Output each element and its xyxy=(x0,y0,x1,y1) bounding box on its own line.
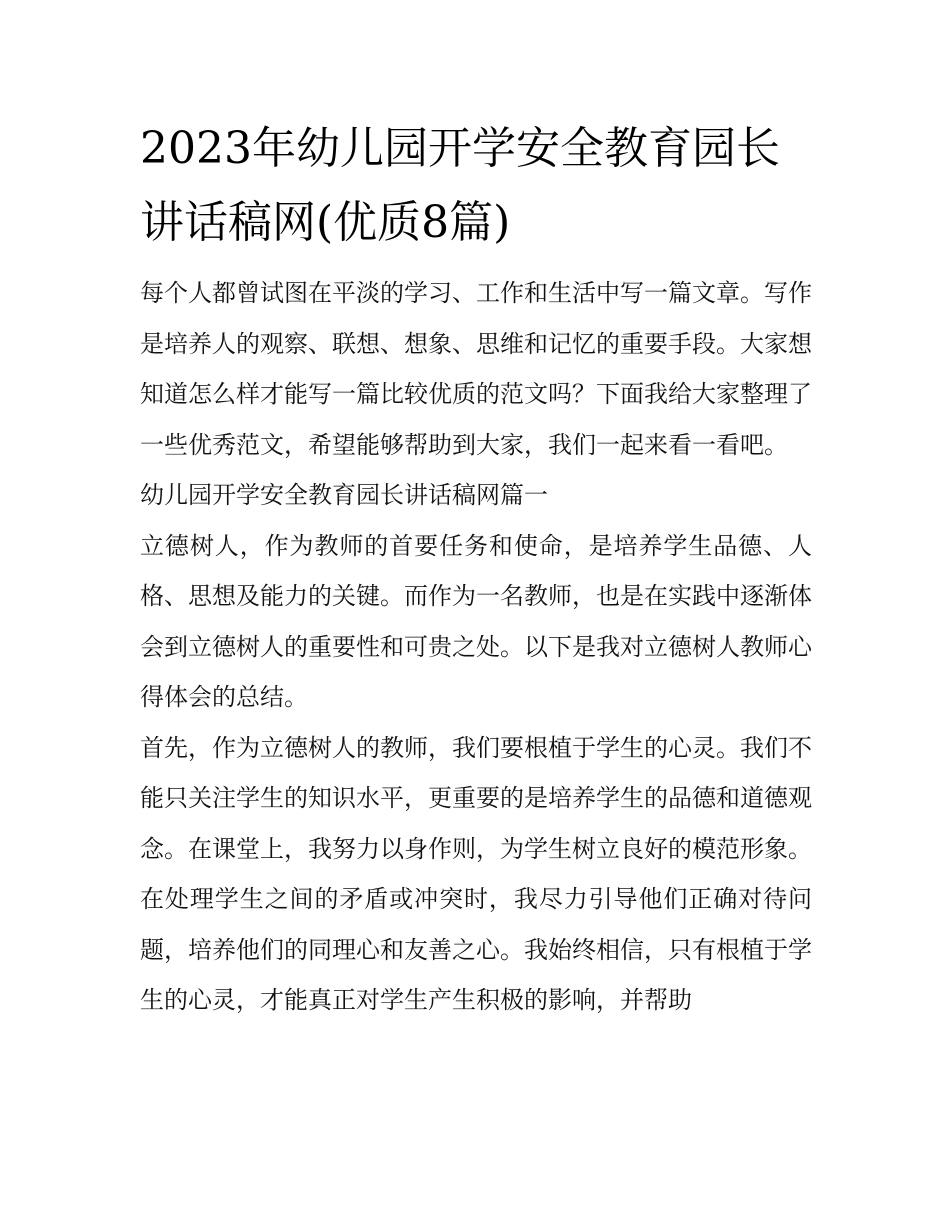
intro-paragraph: 每个人都曾试图在平淡的学习、工作和生活中写一篇文章。写作是培养人的观察、联想、想象、思维和记忆的重要手段。大家想知道怎么样才能写一篇比较优质的范文吗？下面我给大家整理了一些优秀范文，希望能够帮助到大家，我们一起来看一看吧。 xyxy=(140,279,812,459)
body-paragraph: 立德树人，作为教师的首要任务和使命，是培养学生品德、人格、思想及能力的关键。而作为一名教师，也是在实践中逐渐体会到立德树人的重要性和可贵之处。以下是我对立德树人教师心得体会的总结。 xyxy=(140,531,812,711)
document-content xyxy=(140,112,812,1026)
document-title: 2023年幼儿园开学安全教育园长讲话稿网(优质8篇) xyxy=(140,123,780,248)
section-heading: 幼儿园开学安全教育园长讲话稿网篇一 xyxy=(140,481,548,509)
body-paragraph: 首先，作为立德树人的教师，我们要根植于学生的心灵。我们不能只关注学生的知识水平，更重要的是培养学生的品德和道德观念。在课堂上，我努力以身作则，为学生树立良好的模范形象。在处理学生之间的矛盾或冲突时，我尽力引导他们正确对待问题，培养他们的同理心和友善之心。我始终相信，只有根植于学生的心灵，才能真正对学生产生积极的影响，并帮助 xyxy=(140,733,812,1014)
